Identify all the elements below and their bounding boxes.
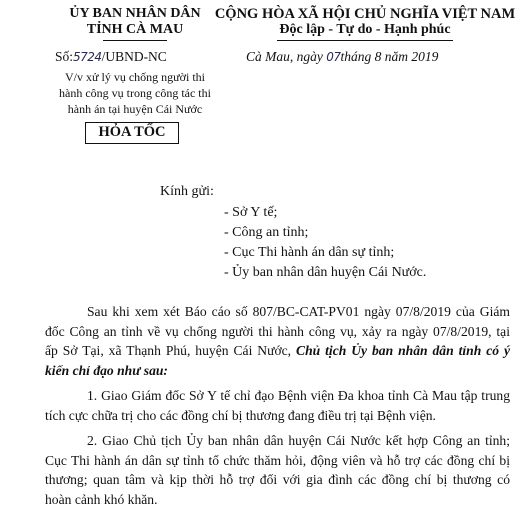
body-line: đốc Công an tỉnh về vụ chống người thi hành công vụ, xảy ra ngày 07/8/2019, tại — [45, 322, 510, 342]
national-motto: Độc lập - Tự do - Hạnh phúc — [210, 22, 520, 38]
recipient-item: - Sở Y tế; — [224, 205, 277, 221]
document-number — [55, 49, 167, 65]
issuing-org-underline — [103, 40, 167, 41]
document-number-prefix: Số: — [55, 49, 73, 64]
greeting: Kính gửi: — [160, 184, 214, 200]
body-line-emphasis: kiến chỉ đạo như sau: — [45, 361, 510, 381]
body-paragraph-2 — [45, 386, 510, 425]
urgency-stamp: HỎA TỐC — [85, 122, 179, 144]
body-line: hoàn cảnh khó khăn. — [45, 490, 510, 509]
document-number-suffix: /UBND-NC — [102, 49, 167, 64]
body-line-normal: ấp Sở Tại, xã Thạnh Phú, huyện Cái Nước, — [45, 343, 296, 358]
recipient-item: - Ủy ban nhân dân huyện Cái Nước. — [224, 265, 426, 281]
body-line-emphasis: Chủ tịch Ủy ban nhân dân tỉnh có ý — [296, 343, 510, 358]
place-date-part2: tháng 8 năm 2019 — [341, 49, 439, 64]
national-title: CỘNG HÒA XÃ HỘI CHỦ NGHĨA VIỆT NAM — [210, 6, 520, 23]
body-line: 2. Giao Chủ tịch Ủy ban nhân dân huyện Cái Nước kết hợp Công an tỉnh; — [45, 431, 510, 451]
body-line: Cục Thi hành án dân sự tỉnh tổ chức thăm hỏi, động viên và hỗ trợ các đồng chí bị — [45, 451, 510, 471]
body-line: 1. Giao Giám đốc Sở Y tế chỉ đạo Bệnh viện Đa khoa tỉnh Cà Mau tập trung — [45, 386, 510, 406]
subject-line: hành công vụ trong công tác thi — [52, 85, 218, 101]
date-day-handwritten: 07 — [326, 50, 340, 64]
body-paragraph-1 — [45, 302, 510, 380]
body-line: thương; quan tâm và kịp thời hỗ trợ đối với gia đình các đồng chí bị thương có — [45, 470, 510, 490]
body-paragraph-3 — [45, 431, 510, 509]
subject-line: V/v xử lý vụ chống người thi — [52, 69, 218, 85]
place-date-part1: Cà Mau, ngày — [246, 49, 326, 64]
recipient-item: - Cục Thi hành án dân sự tỉnh; — [224, 245, 394, 261]
issuing-org-line1: ỦY BAN NHÂN DÂN — [60, 6, 210, 22]
body-line: tích cực chữa trị cho các đồng chí bị thương đang điều trị tại Bệnh viện. — [45, 406, 510, 426]
subject-line: hành án tại huyện Cái Nước — [52, 101, 218, 117]
body-line: Sau khi xem xét Báo cáo số 807/BC-CAT-PV01 ngày 07/8/2019 của Giám — [45, 302, 510, 322]
body-line — [45, 341, 510, 361]
document-subject — [52, 69, 218, 117]
issuing-org-line2: TỈNH CÀ MAU — [60, 22, 210, 38]
recipient-item: - Công an tỉnh; — [224, 225, 308, 241]
document-number-handwritten: 5724 — [73, 50, 102, 64]
place-date — [246, 49, 438, 65]
national-motto-underline — [277, 40, 453, 41]
